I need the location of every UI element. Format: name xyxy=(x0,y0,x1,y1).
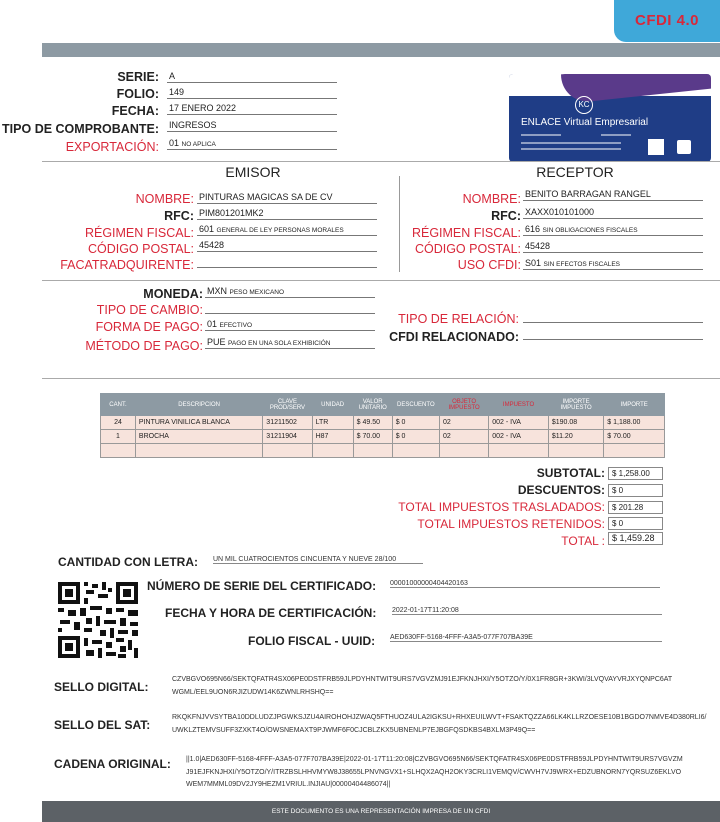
top-bar xyxy=(42,43,720,57)
table-cell: $190.08 xyxy=(548,416,603,430)
table-cell: $ 70.00 xyxy=(353,430,392,444)
table-cell: $ 49.50 xyxy=(353,416,392,430)
receptor-nombre-label: NOMBRE: xyxy=(462,192,521,206)
receptor-rfc-value: XAXX010101000 xyxy=(523,206,703,219)
table-header: IMPUESTO xyxy=(489,394,549,416)
section-separator xyxy=(399,176,400,272)
receptor-heading: RECEPTOR xyxy=(536,164,614,180)
receptor-regimen-label: RÉGIMEN FISCAL: xyxy=(411,226,521,240)
table-cell: LTR xyxy=(312,416,353,430)
moneda-label: MONEDA: xyxy=(143,287,203,301)
descuentos-value: $ 0 xyxy=(608,484,663,497)
impuestos-trasladados-value: $ 201.28 xyxy=(608,501,663,514)
serie-certificado-value: 00001000000404420163 xyxy=(390,580,660,588)
sello-digital-value: CZVBGVO695N66/SEKTQFATR4SX06PE0DSTFRB59JLPDYHNTWIT9URS7VGVZMJ91EJFKNJHXI/Y5OTZO/Y/0X1FR8GR+3KWI/3LVQVAYVRJXYQNPC6ATWGML/EEL9UON6RJIZUDW14K6ZWNLRHSHQ== xyxy=(172,676,673,696)
table-cell xyxy=(439,444,488,458)
table-cell: 02 xyxy=(439,430,488,444)
table-cell xyxy=(353,444,392,458)
serie-certificado-label: NÚMERO DE SERIE DEL CERTIFICADO: xyxy=(147,579,377,593)
total-value: $ 1,459.28 xyxy=(608,532,663,545)
table-header: UNIDAD xyxy=(312,394,353,416)
serie-value: A xyxy=(167,70,337,83)
cfdi-relacionado-value xyxy=(523,327,703,340)
table-cell: 31211904 xyxy=(263,430,312,444)
table-header: IMPORTE xyxy=(604,394,665,416)
impuestos-retenidos-value: $ 0 xyxy=(608,517,663,530)
table-cell: $ 0 xyxy=(392,416,439,430)
subtotal-value: $ 1,258.00 xyxy=(608,467,663,480)
fecha-certificacion-label: FECHA Y HORA DE CERTIFICACIÓN: xyxy=(165,606,377,620)
table-header: DESCUENTO xyxy=(392,394,439,416)
tipo-relacion-value xyxy=(523,310,703,323)
sello-sat-label: SELLO DEL SAT: xyxy=(54,718,151,732)
metodo-pago-label: MÉTODO DE PAGO: xyxy=(85,339,203,353)
tipo-comprobante-label: TIPO DE COMPROBANTE: xyxy=(2,122,159,136)
emisor-rfc-label: RFC: xyxy=(164,209,194,223)
divider xyxy=(42,280,720,281)
card-qr-icon xyxy=(648,139,664,155)
emisor-rfc-value: PIM801201MK2 xyxy=(197,207,377,220)
table-cell: PINTURA VINILICA BLANCA xyxy=(135,416,262,430)
table-row xyxy=(101,416,665,430)
metodo-pago-value: PUE PAGO EN UNA SOLA EXHIBICIÓN xyxy=(205,336,375,349)
descuentos-label: DESCUENTOS: xyxy=(517,483,605,497)
receptor-regimen-value: 616 SIN OBLIGACIONES FISCALES xyxy=(523,223,703,236)
table-cell: 02 xyxy=(439,416,488,430)
table-cell: H87 xyxy=(312,430,353,444)
table-cell xyxy=(392,444,439,458)
table-cell xyxy=(101,444,136,458)
divider xyxy=(42,161,720,162)
serie-label: SERIE: xyxy=(117,70,159,84)
table-header: IMPORTE IMPUESTO xyxy=(548,394,603,416)
table-header: VALOR UNITARIO xyxy=(353,394,392,416)
qr-code-icon xyxy=(56,580,140,660)
table-cell xyxy=(312,444,353,458)
receptor-cp-value: 45428 xyxy=(523,240,703,253)
table-row xyxy=(101,444,665,458)
forma-pago-label: FORMA DE PAGO: xyxy=(95,320,203,334)
fecha-value: 17 ENERO 2022 xyxy=(167,102,337,115)
items-table xyxy=(100,393,665,458)
emisor-cp-value: 45428 xyxy=(197,239,377,252)
cantidad-letra-label: CANTIDAD CON LETRA: xyxy=(58,555,198,569)
card-info-icon xyxy=(677,140,691,154)
cadena-original-label: CADENA ORIGINAL: xyxy=(54,757,171,771)
tipo-relacion-label: TIPO DE RELACIÓN: xyxy=(398,312,519,326)
table-cell: 31211502 xyxy=(263,416,312,430)
cfdi-version-tab: CFDI 4.0 xyxy=(614,0,720,42)
brand-title: ENLACE Virtual Empresarial xyxy=(521,117,649,128)
emisor-cp-label: CÓDIGO POSTAL: xyxy=(87,242,194,256)
fecha-certificacion-value: 2022-01-17T11:20:08 xyxy=(392,607,662,615)
folio-label: FOLIO: xyxy=(116,87,159,101)
table-row xyxy=(101,430,665,444)
brand-logo: KC xyxy=(575,96,593,114)
emisor-factatradquirente-value xyxy=(197,255,377,268)
receptor-uso-label: USO CFDI: xyxy=(457,258,521,272)
emisor-heading: EMISOR xyxy=(225,164,281,180)
emisor-factatradquirente-label: FACATRADQUIRENTE: xyxy=(60,258,194,272)
footer-notice: ESTE DOCUMENTO ES UNA REPRESENTACIÓN IMPRESA DE UN CFDI xyxy=(42,801,720,822)
table-cell: $ 70.00 xyxy=(604,430,665,444)
moneda-value: MXN PESO MEXICANO xyxy=(205,285,375,298)
table-cell xyxy=(548,444,603,458)
fecha-label: FECHA: xyxy=(111,104,159,118)
table-header: CANT. xyxy=(101,394,136,416)
uuid-label: FOLIO FISCAL - UUID: xyxy=(248,634,376,648)
table-cell: 002 - IVA xyxy=(489,416,549,430)
table-cell: 24 xyxy=(101,416,136,430)
exportacion-value: 01 NO APLICA xyxy=(167,137,337,150)
emisor-nombre-label: NOMBRE: xyxy=(135,192,194,206)
table-cell: $11.20 xyxy=(548,430,603,444)
impuestos-trasladados-label: TOTAL IMPUESTOS TRASLADADOS: xyxy=(398,500,605,514)
table-cell: 002 - IVA xyxy=(489,430,549,444)
tipo-comprobante-value: INGRESOS xyxy=(167,119,337,132)
uuid-value: AED630FF-5168-4FFF-A3A5-077F707BA39E xyxy=(390,634,662,642)
cfdi-relacionado-label: CFDI RELACIONADO: xyxy=(389,330,519,344)
table-header: DESCRIPCION xyxy=(135,394,262,416)
subtotal-label: SUBTOTAL: xyxy=(536,466,605,480)
table-cell xyxy=(263,444,312,458)
emisor-regimen-label: RÉGIMEN FISCAL: xyxy=(84,226,194,240)
tipo-cambio-label: TIPO DE CAMBIO: xyxy=(96,303,203,317)
table-header: OBJETO IMPUESTO xyxy=(439,394,488,416)
table-cell: $ 1,188.00 xyxy=(604,416,665,430)
cadena-original-value: ||1.0|AED630FF-5168-4FFF-A3A5-077F707BA39E|2022-01-17T11:20:08|CZVBGVO695N66/SEKTQFATR4SX06PE0DSTFRB59JLPDYHNTWIT9URS7VGVZMJ91EJFKNJHXI/Y5OTZO/Y/ITRZBSLHHVMYW8J38655LPNVNGVX1+SLHQX2AQH2OKY3CRLI1VEMQV/CWVH7VJ9WRX+EDZUBNORN7YQRSUZ6EKLVOWEM7MMML09DV2JY9HEZM1VRIUL.INJIAU|00000404486074|| xyxy=(186,756,683,788)
receptor-uso-value: S01 SIN EFECTOS FISCALES xyxy=(523,257,703,270)
tipo-cambio-value xyxy=(205,301,375,314)
table-cell xyxy=(604,444,665,458)
impuestos-retenidos-label: TOTAL IMPUESTOS RETENIDOS: xyxy=(417,517,605,531)
brand-card xyxy=(509,74,711,162)
divider xyxy=(42,378,720,379)
forma-pago-value: 01 EFECTIVO xyxy=(205,318,375,331)
receptor-cp-label: CÓDIGO POSTAL: xyxy=(414,242,521,256)
table-cell xyxy=(135,444,262,458)
folio-value: 149 xyxy=(167,86,337,99)
sello-sat-value: RKQKFNJVVSYTBA10DDLUDZJPGWKSJZU4AIROHOHJZWAQ5FTHUOZ4ULA2IGKSU+RHXEUILWVT+FSAKTQZZA66LK4KLLRZOESE10B1BGDO7NMVE4D380RLI6/UWKLZTEMVSUFF3ZXKT4O/OWSNEMAXT9PJWMF6F0CJCBLZKX5UBNENLP7EJBGFQSDKBS4BXLM3P49Q== xyxy=(172,714,707,734)
table-cell xyxy=(489,444,549,458)
receptor-nombre-value: BENITO BARRAGAN RANGEL xyxy=(523,188,703,201)
table-cell: BROCHA xyxy=(135,430,262,444)
total-label: TOTAL : xyxy=(561,534,605,548)
table-cell: $ 0 xyxy=(392,430,439,444)
exportacion-label: EXPORTACIÓN: xyxy=(65,140,159,154)
cantidad-letra-value: UN MIL CUATROCIENTOS CINCUENTA Y NUEVE 28/100 xyxy=(213,556,423,564)
sello-digital-label: SELLO DIGITAL: xyxy=(54,680,149,694)
table-cell: 1 xyxy=(101,430,136,444)
table-header: CLAVE PROD/SERV xyxy=(263,394,312,416)
emisor-regimen-value: 601 GENERAL DE LEY PERSONAS MORALES xyxy=(197,223,377,236)
receptor-rfc-label: RFC: xyxy=(491,209,521,223)
emisor-nombre-value: PINTURAS MAGICAS SA DE CV xyxy=(197,191,377,204)
